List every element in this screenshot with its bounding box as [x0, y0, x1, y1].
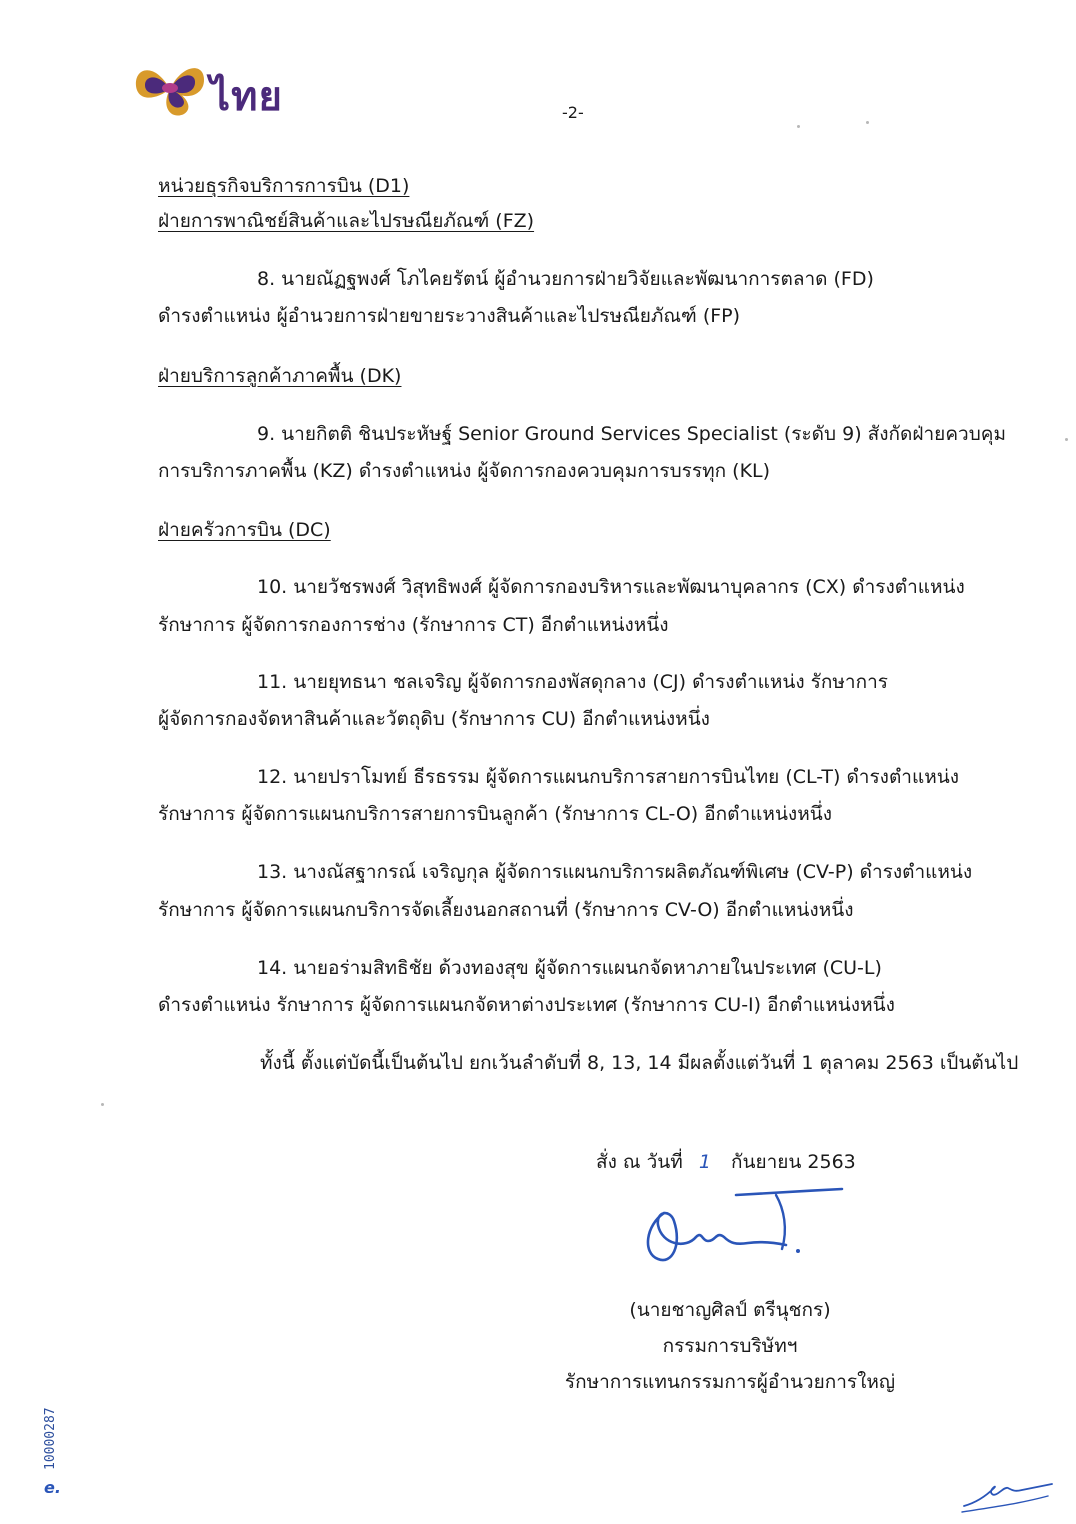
item-10-line-1: 10. นายวัชรพงศ์ วิสุทธิพงศ์ ผู้จัดการกองบริหารและพัฒนาบุคลากร (CX) ดำรงตำแหน่ง — [257, 576, 965, 598]
item-13-line-2: รักษาการ ผู้จัดการแผนกบริการจัดเลี้ยงนอกสถานที่ (รักษาการ CV-O) อีกตำแหน่งหนึ่ง — [158, 899, 854, 921]
item-8-line-2: ดำรงตำแหน่ง ผู้อำนวยการฝ่ายขายระวางสินค้าและไปรษณียภัณฑ์ (FP) — [158, 305, 741, 327]
handwritten-signature — [636, 1185, 856, 1280]
document-number: 10000287 — [43, 1407, 58, 1470]
item-9-line-2: การบริการภาคพื้น (KZ) ดำรงตำแหน่ง ผู้จัดการกองควบคุมการบรรทุก (KL) — [158, 460, 771, 482]
orchid-logo-icon — [132, 56, 208, 122]
item-11-line-1: 11. นายยุทธนา ชลเจริญ ผู้จัดการกองพัสดุกลาง (CJ) ดำรงตำแหน่ง รักษาการ — [257, 671, 888, 693]
scan-speck — [1065, 438, 1068, 441]
margin-mark: e. — [44, 1478, 61, 1497]
thai-airways-logo — [132, 56, 302, 126]
dept-fz-heading: ฝ่ายการพาณิชย์สินค้าและไปรษณียภัณฑ์ (FZ) — [158, 210, 535, 232]
dept-dc-heading: ฝ่ายครัวการบิน (DC) — [158, 519, 331, 541]
signatory-title: กรรมการบริษัทฯ — [662, 1335, 798, 1357]
signatory-role: รักษาการแทนกรรมการผู้อำนวยการใหญ่ — [564, 1371, 896, 1393]
order-date-month-year: กันยายน 2563 — [730, 1151, 856, 1173]
item-8-line-1: 8. นายณัฏฐพงศ์ โภไคยรัตน์ ผู้อำนวยการฝ่ายวิจัยและพัฒนาการตลาด (FD) — [257, 268, 874, 290]
item-13-line-1: 13. นางณัสฐากรณ์ เจริญกุล ผู้จัดการแผนกบริการผลิตภัณฑ์พิเศษ (CV-P) ดำรงตำแหน่ง — [257, 861, 973, 883]
logo-wordmark: ไทย — [210, 74, 283, 120]
item-14-line-1: 14. นายอร่ามสิทธิชัย ด้วงทองสุข ผู้จัดการแผนกจัดหาภายในประเทศ (CU-L) — [257, 957, 882, 979]
item-12-line-2: รักษาการ ผู้จัดการแผนกบริการสายการบินลูกค้า (รักษาการ CL-O) อีกตำแหน่งหนึ่ง — [158, 803, 832, 825]
effective-clause: ทั้งนี้ ตั้งแต่บัดนี้เป็นต้นไป ยกเว้นลำดับที่ 8, 13, 14 มีผลตั้งแต่วันที่ 1 ตุลาคม 2563 เป็นต้นไป — [260, 1052, 1019, 1074]
order-date-day: 1 — [698, 1151, 711, 1173]
scan-speck — [101, 1103, 104, 1106]
item-12-line-1: 12. นายปราโมทย์ ธีรธรรม ผู้จัดการแผนกบริการสายการบินไทย (CL-T) ดำรงตำแหน่ง — [257, 766, 959, 788]
item-14-line-2: ดำรงตำแหน่ง รักษาการ ผู้จัดการแผนกจัดหาต่างประเทศ (รักษาการ CU-I) อีกตำแหน่งหนึ่ง — [158, 994, 895, 1016]
item-10-line-2: รักษาการ ผู้จัดการกองการช่าง (รักษาการ CT) อีกตำแหน่งหนึ่ง — [158, 614, 669, 636]
order-date — [596, 1148, 856, 1176]
signatory-name: (นายชาญศิลป์ ตรีนุชกร) — [629, 1299, 831, 1321]
page-number: -2- — [562, 103, 584, 122]
initials-scribble — [958, 1476, 1058, 1516]
dept-dk-heading: ฝ่ายบริการลูกค้าภาคพื้น (DK) — [158, 365, 402, 387]
order-date-prefix: สั่ง ณ วันที่ — [596, 1151, 683, 1173]
unit-heading: หน่วยธุรกิจบริการการบิน (D1) — [158, 175, 410, 197]
scan-speck — [797, 125, 800, 128]
item-11-line-2: ผู้จัดการกองจัดหาสินค้าและวัตถุดิบ (รักษาการ CU) อีกตำแหน่งหนึ่ง — [158, 708, 710, 730]
item-9-line-1: 9. นายกิตติ ชินประหัษฐ์ Senior Ground Services Specialist (ระดับ 9) สังกัดฝ่ายควบคุม — [257, 423, 1006, 445]
scan-speck — [866, 121, 869, 124]
